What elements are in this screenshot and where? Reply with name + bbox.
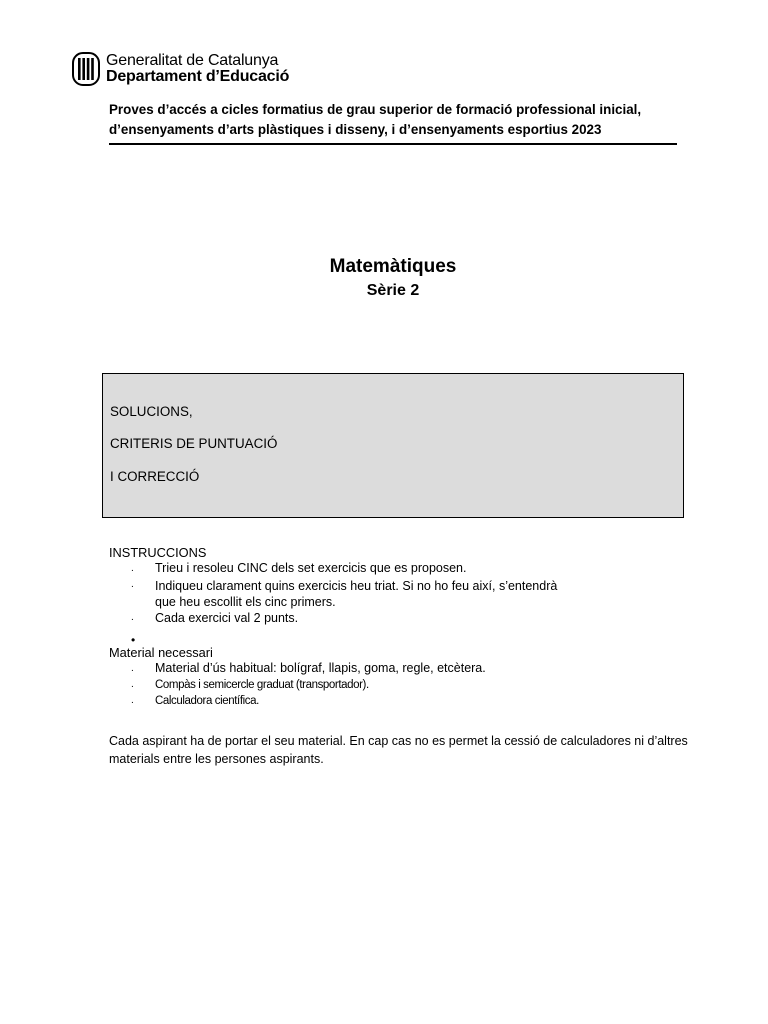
org-line1: Generalitat de Catalunya bbox=[106, 52, 279, 69]
bullet-icon: . bbox=[131, 612, 134, 623]
org-name bbox=[106, 53, 289, 85]
solutions-line2: CRITERIS DE PUNTUACIÓ bbox=[110, 436, 278, 451]
exam-title bbox=[109, 100, 677, 140]
org-line2: Departament d’Educació bbox=[106, 68, 290, 85]
empty-bullet-icon: • bbox=[131, 633, 136, 647]
header-logo bbox=[72, 52, 289, 86]
list-item: Cada exercici val 2 punts. bbox=[155, 611, 299, 625]
material-heading: Material necessari bbox=[109, 645, 213, 660]
bullet-icon: . bbox=[131, 579, 134, 590]
series-title: Sèrie 2 bbox=[366, 282, 420, 299]
list-item: Material d’ús habitual: bolígraf, llapis, goma, regle, etcètera. bbox=[155, 661, 486, 675]
title-divider bbox=[109, 143, 677, 145]
solutions-line3: I CORRECCIÓ bbox=[110, 469, 200, 484]
bullet-icon: . bbox=[131, 663, 134, 674]
list-item: Compàs i semicercle graduat (transportador). bbox=[155, 679, 369, 691]
exam-title-line1: Proves d’accés a cicles formatius de grau superior de formació professional inicial, bbox=[109, 102, 642, 117]
generalitat-logo-icon bbox=[72, 52, 100, 86]
exam-title-line2: d’ensenyaments d’arts plàstiques i disseny, i d’ensenyaments esportius 2023 bbox=[109, 122, 602, 137]
list-item: Trieu i resoleu CINC dels set exercicis que es proposen. bbox=[155, 561, 467, 575]
bullet-icon: . bbox=[131, 563, 134, 574]
list-item: Indiqueu clarament quins exercicis heu triat. Si no ho feu així, s’entendrà bbox=[155, 579, 558, 593]
solutions-box bbox=[102, 373, 684, 518]
solutions-line1: SOLUCIONS, bbox=[110, 404, 193, 419]
bullet-icon: . bbox=[131, 679, 134, 690]
materials-note: Cada aspirant ha de portar el seu material. En cap cas no es permet la cessió de calculadores ni d’altres materials entre les persones aspirants. bbox=[109, 734, 688, 766]
list-item: Calculadora científica. bbox=[155, 695, 259, 707]
bullet-icon: . bbox=[131, 695, 134, 706]
subject-title: Matemàtiques bbox=[329, 256, 457, 277]
list-item: que heu escollit els cinc primers. bbox=[155, 595, 336, 609]
instructions-heading: INSTRUCCIONS bbox=[109, 545, 207, 560]
